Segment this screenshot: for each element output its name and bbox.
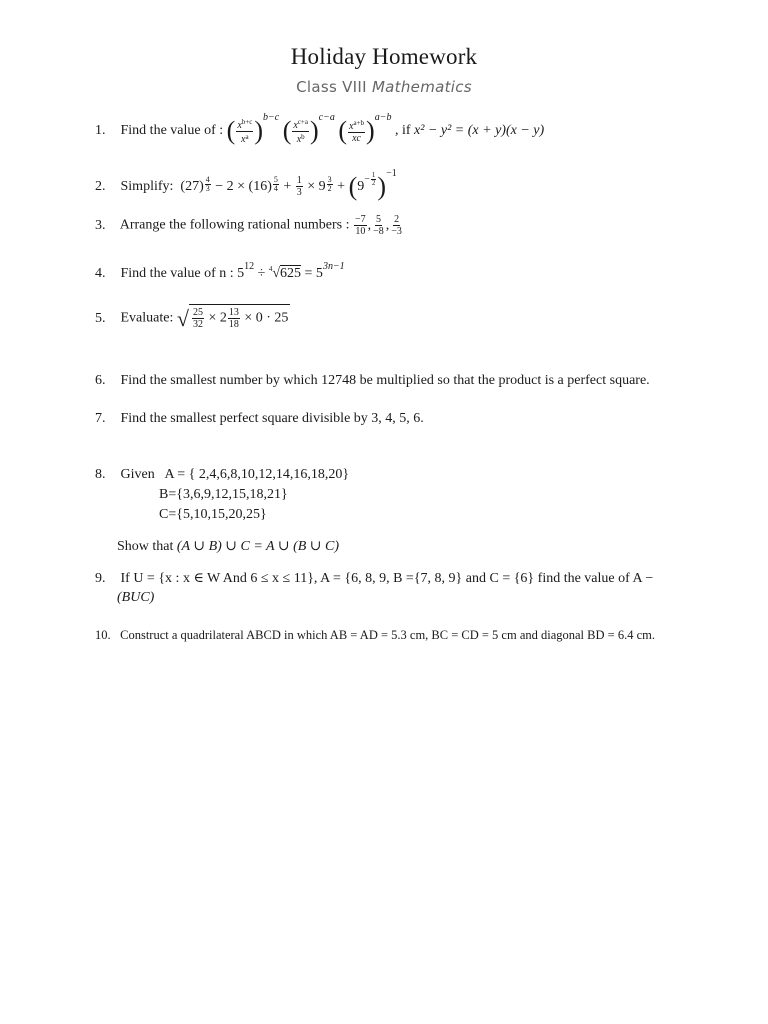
subtitle-class: Class VIII — [296, 78, 367, 96]
math-expression: (27) $\frac{4}{3}$ − 2 × (16) $\frac{5}{4}$ + $\frac{1}{3}$ × 9 $\frac{3}{2}$ + ($9^{- \frac{1}{2}}$ )$^{-1}$ — [176, 168, 397, 201]
question-text: Simplify: — [120, 179, 174, 194]
question-number: 2. — [95, 179, 106, 194]
question-text-tail: , if — [394, 123, 411, 138]
question-text: Find the value of : — [120, 123, 224, 138]
question-5 — [95, 304, 290, 332]
question-number: 3. — [95, 217, 106, 233]
question-7 — [95, 411, 424, 427]
question-3 — [95, 214, 404, 237]
question-number: 10. — [95, 628, 111, 642]
page-title: Holiday Homework — [290, 44, 478, 69]
question-4 — [95, 261, 345, 282]
question-number: 4. — [95, 266, 106, 281]
show-label: Show that — [117, 539, 174, 554]
question-text: Construct a quadrilateral ABCD in which AB = AD = 5.3 cm, BC = CD = 5 cm and diagonal BD = 6.4 cm. — [120, 628, 655, 642]
question-6 — [95, 373, 650, 389]
set-b: B={3,6,9,12,15,18,21} — [159, 487, 288, 502]
math-expression: $\frac{-7}{10}$ , $\frac{5}{-8}$ , $\frac{2}{-3}$ — [355, 214, 402, 237]
page-subtitle — [0, 78, 768, 96]
question-number: 9. — [95, 571, 106, 586]
set-c: C={5,10,15,20,25} — [159, 507, 267, 522]
question-text: Find the smallest number by which 12748 be multiplied so that the product is a perfect square. — [120, 373, 650, 388]
show-that-line — [117, 538, 339, 555]
question-10 — [95, 628, 655, 643]
math-expression: $5^{12} \div ^4√625 = 5^{3n-1}$ — [237, 261, 345, 281]
question-text: Find the smallest perfect square divisible by 3, 4, 5, 6. — [120, 411, 424, 426]
set-expression: (A ∪ B) ∪ C = A ∪ (B ∪ C) — [176, 539, 340, 554]
question-text: Find the value of n : — [120, 266, 234, 281]
subtitle-subject: Mathematics — [371, 78, 472, 96]
question-9-continuation: (BUC) — [117, 590, 155, 605]
question-text: Evaluate: — [120, 310, 174, 326]
question-number: 7. — [95, 411, 106, 426]
set-a: A = { 2,4,6,8,10,12,14,16,18,20} — [164, 467, 350, 482]
math-expression: √ $\frac{25}{32}$ × 2 $\frac{13}{18}$ × 0 · 25 — [176, 305, 289, 331]
question-9 — [95, 570, 653, 587]
question-number: 6. — [95, 373, 106, 388]
question-text: Arrange the following rational numbers : — [119, 217, 350, 233]
question-number: 5. — [95, 310, 106, 326]
math-expression: ( $\frac{x^{b+c}}{x^a}$ )$^{b-c}$ ( $\frac{x^{c+a}}{x^b}$ )$^{c-a}$ ( $\frac{x^{a+b}}{xc}$ )$^{a-b}$ — [226, 112, 392, 145]
question-number: 8. — [95, 467, 106, 482]
question-condition: x² − y² = (x + y)(x − y) — [414, 123, 545, 138]
question-text: If U = {x : x ∈ W And 6 ≤ x ≤ 11}, A = {6, 8, 9, B ={7, 8, 9} and C = {6} find the value of A − — [120, 571, 654, 586]
given-label: Given — [120, 467, 155, 482]
question-number: 1. — [95, 123, 106, 138]
question-2 — [95, 168, 397, 202]
question-1 — [95, 112, 544, 146]
question-8 — [95, 467, 349, 483]
